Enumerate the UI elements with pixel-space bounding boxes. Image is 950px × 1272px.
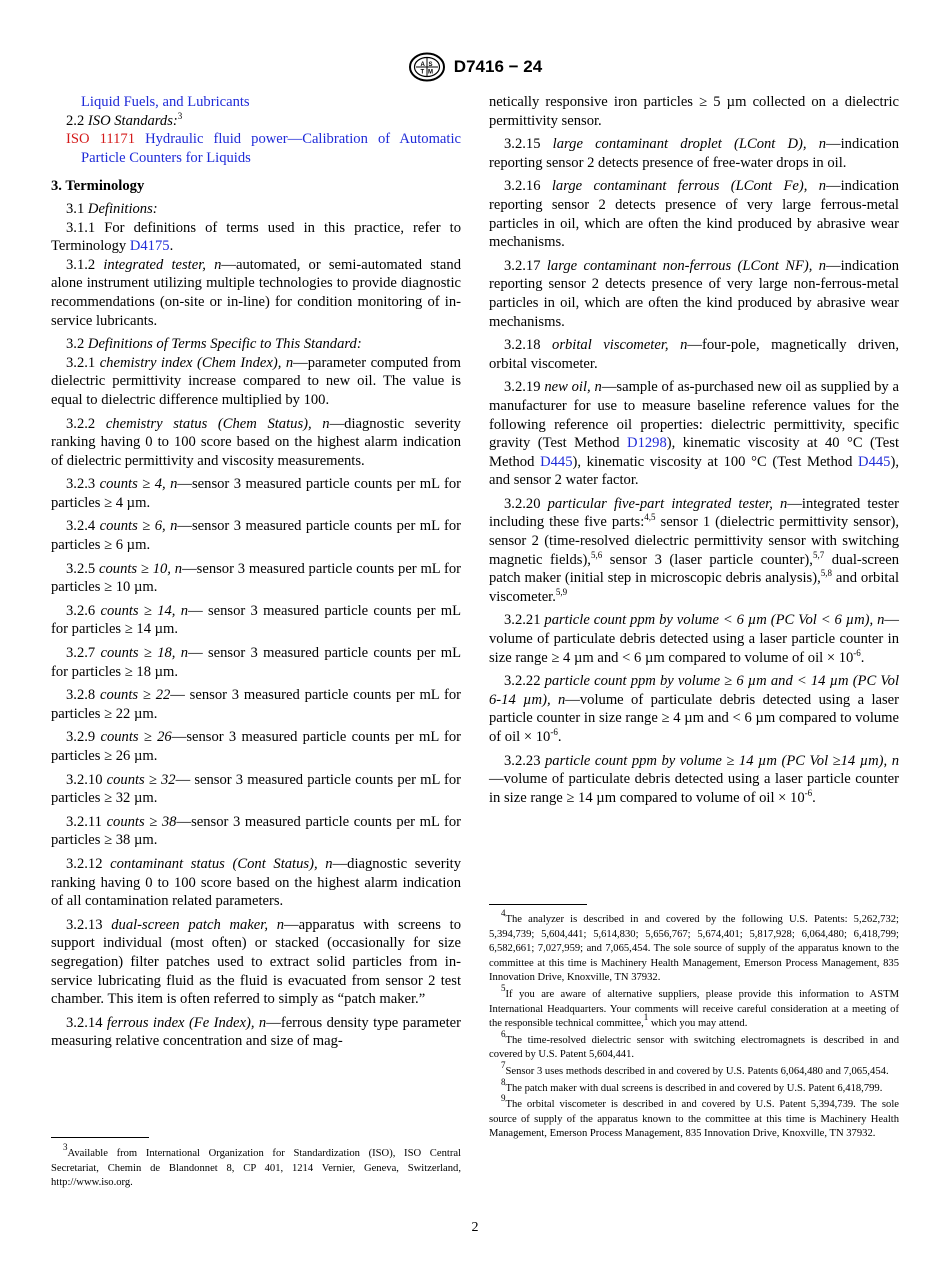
reference-tail bbox=[51, 93, 461, 112]
section-3-2: 3.2 Definitions of Terms Specific to This Standard: bbox=[66, 336, 362, 353]
svg-text:M: M bbox=[427, 69, 433, 76]
page-number: 2 bbox=[471, 1220, 479, 1235]
section-3-2-23: 3.2.23 particle count ppm by volume ≥ 14 µm (PC Vol ≥14 µm), n—volume of particulate debris detected using a laser particle counter in size range ≥ 14 µm compared to volume of oil × $10^{-6}$. bbox=[489, 752, 899, 806]
section-3-2-8: 3.2.8 counts ≥ 22— sensor 3 measured particle counts per mL for particles ≥ 22 µm. bbox=[51, 687, 461, 722]
section-3-2-13: 3.2.13 dual-screen patch maker, n—apparatus with screens to support individual (most often) or stacked (occasionally for size segregation) filter patches used to extract solid particles from in-service lubricating fluid as the fluid is evacuated from sensor 2 test chamber. This item is often referred to simply as “patch maker.” bbox=[51, 916, 461, 1008]
footnote-4: $^4$The analyzer is described in and covered by the following U.S. Patents: 5,262,732; 5,394,739; 5,604,441; 5,614,830; 5,656,767; 5,674,401; 5,817,928; 6,064,480; 6,418,799; 6,582,661; 7,027,959; and 7,065,454. The sole source of supply of the apparatus known to the committee at this time is Machinery Health Management, Emerson Process Management, 835 Innovation Drive, Knoxville, TN 37932. bbox=[489, 908, 899, 984]
svg-text:A: A bbox=[420, 62, 425, 68]
page-header bbox=[0, 52, 950, 82]
section-3-2-9: 3.2.9 counts ≥ 26—sensor 3 measured particle counts per mL for particles ≥ 26 µm. bbox=[51, 729, 461, 764]
footnote-ref: 5,6 bbox=[590, 549, 603, 560]
section-3-2-22: 3.2.22 particle count ppm by volume ≥ 6 µm and < 14 µm (PC Vol 6-14 µm), n—volume of particulate debris detected using a laser particle counter in size range ≥ 4 µm and < 6 µm compared to volume of oil × $10^{-6}$. bbox=[489, 673, 899, 745]
footnote-9: $^9$The orbital viscometer is described in and covered by U.S. Patent 5,394,739. The sole source of supply of the apparatus known to the committee at this time is Machinery Health Management, Emerson Process Management, 835 Innovation Drive, Knoxville, TN 37932. bbox=[489, 1093, 899, 1140]
right-column bbox=[489, 93, 899, 812]
d445-link[interactable]: D445 bbox=[858, 453, 891, 470]
section-3-2-1: 3.2.1 chemistry index (Chem Index), n—parameter computed from dielectric permittivity increase compared to new oil. The value is equal to dielectric difference multiplied by 100. bbox=[51, 354, 461, 408]
footnote-3: $^3$Available from International Organization for Standardization (ISO), ISO Central Secretariat, Chemin de Blandonnet 8, CP 401, 1214 Vernier, Geneva, Switzerland, http://www.iso.org. bbox=[51, 1142, 461, 1189]
footnote-ref: 5,8 bbox=[820, 568, 832, 579]
d1298-link[interactable]: D1298 bbox=[627, 435, 667, 452]
astm-logo-icon bbox=[408, 52, 446, 82]
section-3-2-20: 3.2.20 particular five-part integrated tester, n—integrated tester including these five parts:$^{4,5}$ sensor 1 (dielectric permittivity sensor), sensor 2 (time-resolved dielectric permittivity sensor with switching magnetic fields),$^{5,6}$ sensor 3 (laser particle counter),$^{5,7}$ dual-screen patch maker (initial step in microscopic debris analysis),$^{5,8}$ and orbital viscometer.$^{5,9}$ bbox=[489, 495, 900, 605]
section-3-1-2: 3.1.2 integrated tester, n—automated, or semi-automated stand alone instrument utilizing multiple technologies to provide diagnostic recommendations (on-site or in-line) for condition monitoring of in-service lubricants. bbox=[51, 256, 461, 329]
footnote-ref: 5,7 bbox=[812, 549, 825, 560]
section-heading-terminology: 3. Terminology bbox=[51, 178, 145, 195]
section-3-2-5: 3.2.5 counts ≥ 10, n—sensor 3 measured particle counts per mL for particles ≥ 10 µm. bbox=[51, 560, 461, 596]
section-3-2-10: 3.2.10 counts ≥ 32— sensor 3 measured particle counts per mL for particles ≥ 32 µm. bbox=[51, 771, 461, 807]
footnote-8: $^8$The patch maker with dual screens is described in and covered by U.S. Patent 6,418,799. bbox=[501, 1076, 883, 1094]
section-3-2-12: 3.2.12 contaminant status (Cont Status), n—diagnostic severity ranking having 0 to 100 score based on the highest alarm indication of all contamination related parameters. bbox=[51, 855, 462, 910]
section-3-1-1: 3.1.1 For definitions of terms used in this practice, refer to Terminology D4175. bbox=[51, 219, 461, 255]
section-2-2: 2.2 ISO Standards:$^3$ bbox=[66, 110, 183, 129]
reference-link[interactable]: Liquid Fuels, and Lubricants bbox=[81, 94, 250, 110]
left-column bbox=[51, 93, 461, 1056]
section-3-2-7: 3.2.7 counts ≥ 18, n— sensor 3 measured particle counts per mL for particles ≥ 18 µm. bbox=[51, 645, 462, 680]
footnote-5: $^5$If you are aware of alternative suppliers, please provide this information to ASTM International Headquarters. Your comments will receive careful consideration at a meeting of the responsible technical committee,$^1$ which you may attend. bbox=[489, 982, 899, 1030]
section-3-2-2: 3.2.2 chemistry status (Chem Status), n—diagnostic severity ranking having 0 to 100 score based on the highest alarm indication of dielectric permittivity and viscosity measurements. bbox=[51, 415, 461, 469]
footnote-6: $^6$The time-resolved dielectric sensor with switching electromagnets is described in and covered by U.S. Patent 5,604,441. bbox=[489, 1028, 899, 1061]
section-3-2-16: 3.2.16 large contaminant ferrous (LCont Fe), n—indication reporting sensor 2 detects presence of very large ferrous-metal particles in oil, which are often the kind produced by abrasive wear mechanisms. bbox=[489, 178, 899, 251]
footnotes-right bbox=[489, 908, 899, 1144]
footnote-ref: 3 bbox=[177, 110, 183, 121]
svg-text:T: T bbox=[420, 69, 424, 76]
section-3-1: 3.1 Definitions: bbox=[66, 200, 158, 217]
footnotes-left bbox=[51, 1142, 461, 1193]
section-3-2-21: 3.2.21 particle count ppm by volume < 6 µm (PC Vol < 6 µm), n—volume of particulate debris detected using a laser particle counter in size range ≥ 4 µm and < 6 µm compared to volume of oil × $10^{-6}$. bbox=[489, 612, 899, 666]
section-3-2-15: 3.2.15 large contaminant droplet (LCont D), n—indication reporting sensor 2 detects presence of free-water drops in oil. bbox=[489, 136, 899, 171]
section-3-2-3: 3.2.3 counts ≥ 4, n—sensor 3 measured particle counts per mL for particles ≥ 4 µm. bbox=[51, 476, 461, 511]
section-3-2-6: 3.2.6 counts ≥ 14, n— sensor 3 measured particle counts per mL for particles ≥ 14 µm. bbox=[51, 602, 462, 638]
footnote-rule bbox=[51, 1137, 149, 1138]
iso-reference bbox=[66, 130, 461, 167]
footnote-7: $^7$Sensor 3 uses methods described in and covered by U.S. Patents 6,064,480 and 7,065,454. bbox=[501, 1059, 889, 1077]
section-3-2-4: 3.2.4 counts ≥ 6, n—sensor 3 measured particle counts per mL for particles ≥ 6 µm. bbox=[51, 518, 461, 554]
d445-link[interactable]: D445 bbox=[540, 453, 573, 470]
section-3-2-14-continued: netically responsive iron particles ≥ 5 µm collected on a dielectric permittivity sensor. bbox=[489, 94, 899, 129]
section-3-2-19: 3.2.19 new oil, n—sample of as-purchased new oil as supplied by a manufacturer for use to measure baseline reference values for the following reference oil properties: dielectric permittivity, specific gravity (Test Method D1298), kinematic viscosity at 40 °C (Test Method D445), kinematic viscosity at 100 °C (Test Method D445), and sensor 2 water factor. bbox=[489, 379, 899, 489]
iso-title-link[interactable]: Hydraulic fluid power—Calibration of Automatic Particle Counters for Liquids bbox=[81, 131, 461, 166]
section-3-2-11: 3.2.11 counts ≥ 38—sensor 3 measured particle counts per mL for particles ≥ 38 µm. bbox=[51, 813, 461, 849]
footnote-ref: 4,5 bbox=[644, 512, 656, 523]
section-3-2-17: 3.2.17 large contaminant non-ferrous (LCont NF), n—indication reporting sensor 2 detects presence of very large non-ferrous-metal particles in oil, which are often the kind produced by abrasive wear mechanisms. bbox=[489, 257, 899, 330]
svg-text:S: S bbox=[428, 62, 433, 68]
footnote-rule bbox=[489, 904, 587, 905]
iso-link[interactable]: ISO 11171 bbox=[66, 131, 135, 148]
section-3-2-18: 3.2.18 orbital viscometer, n—four-pole, magnetically driven, orbital viscometer. bbox=[489, 337, 899, 372]
footnote-ref: 5,9 bbox=[555, 586, 568, 597]
section-3-2-14: 3.2.14 ferrous index (Fe Index), n—ferrous density type parameter measuring relative concentration and size of mag- bbox=[51, 1014, 461, 1050]
standard-designation: D7416 − 24 bbox=[453, 57, 543, 76]
d4175-link[interactable]: D4175 bbox=[129, 238, 170, 255]
